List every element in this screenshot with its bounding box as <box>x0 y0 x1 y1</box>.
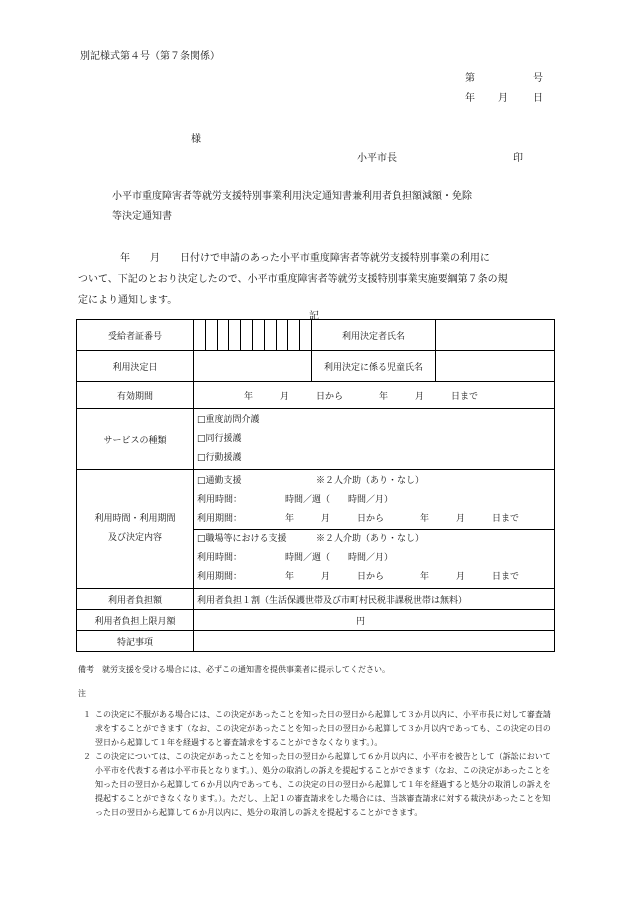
hours-detail <box>194 470 555 589</box>
issuer-name: 小平市長 <box>357 153 397 164</box>
recipient-number-boxes <box>194 320 312 351</box>
title-line-1: 小平市重度障害者等就労支援特別事業利用決定通知書兼利用者負担額減額・免除 <box>112 191 472 202</box>
commute-period-value: 年 月 日から 年 月 日まで <box>285 513 520 524</box>
hours-label <box>77 470 194 589</box>
workplace-support-block <box>194 530 554 587</box>
body-line-3: 定により通知します。 <box>78 295 178 306</box>
hours-label-line-1: 利用時間・利用期間 <box>94 514 176 524</box>
service-option: □同行援護 <box>197 433 242 444</box>
seal-mark: 印 <box>513 153 523 164</box>
workplace-support-name: □職場等における支援 <box>197 533 287 544</box>
date-year: 年 <box>465 93 475 104</box>
workplace-time-label: 利用時間： <box>197 552 243 563</box>
title-line-2: 等決定通知書 <box>112 211 172 222</box>
user-name-label: 利用決定者氏名 <box>312 320 436 351</box>
burden-limit-value: 円 <box>194 610 555 631</box>
child-name-value <box>436 351 555 382</box>
notes-section <box>78 687 558 820</box>
commute-support-name: □通勤支援 <box>197 475 242 486</box>
workplace-period-value: 年 月 日から 年 月 日まで <box>285 571 520 582</box>
workplace-period-label: 利用期間： <box>197 571 243 582</box>
commute-support-block <box>194 472 554 530</box>
body-line-1: 年 月 日付けで申請のあった小平市重度障害者等就労支援特別事業の利用に <box>100 253 490 264</box>
user-name-value <box>436 320 555 351</box>
special-notes-value <box>194 631 555 652</box>
decision-table <box>76 319 555 652</box>
commute-time-label: 利用時間： <box>197 494 243 505</box>
decision-date-label: 利用決定日 <box>77 351 194 382</box>
remark: 備考 就労支援を受ける場合には、必ずこの通知書を提供事業者に提示してください。 <box>78 665 390 674</box>
commute-two-person: ※２人介助（あり・なし） <box>316 475 425 486</box>
body-line-2: ついて、下記のとおり決定したので、小平市重度障害者等就労支援特別事業実施要綱第７条の規 <box>78 274 508 285</box>
date-day: 日 <box>533 93 543 104</box>
burden-limit-label: 利用者負担上限月額 <box>77 610 194 631</box>
service-option: □行動援護 <box>197 452 242 463</box>
recipient-number-label: 受給者証番号 <box>77 320 194 351</box>
validity-value: 年 月 日から 年 月 日まで <box>194 382 555 409</box>
workplace-two-person: ※２人介助（あり・なし） <box>316 533 425 544</box>
commute-time-value: 時間／週（ 時間／月） <box>285 494 394 505</box>
ki-heading: 記 <box>309 311 319 322</box>
addressee-suffix: 様 <box>191 134 201 145</box>
note-item <box>78 708 558 750</box>
workplace-time-value: 時間／週（ 時間／月） <box>285 552 394 563</box>
decision-date-value <box>194 351 312 382</box>
burden-label: 利用者負担額 <box>77 589 194 610</box>
doc-number-go: 号 <box>533 73 543 84</box>
doc-number-dai: 第 <box>465 73 475 84</box>
notes-heading: 注 <box>78 689 86 698</box>
special-notes-label: 特記事項 <box>77 631 194 652</box>
form-number: 別記様式第４号（第７条関係） <box>80 51 220 62</box>
date-month: 月 <box>498 93 508 104</box>
commute-period-label: 利用期間： <box>197 513 243 524</box>
burden-value: 利用者負担１割（生活保護世帯及び市町村民税非課税世帯は無料） <box>194 589 555 610</box>
service-option: □重度訪問介護 <box>197 414 260 425</box>
service-type-options <box>194 409 555 470</box>
hours-label-line-2: 及び決定内容 <box>107 533 162 543</box>
validity-label: 有効期間 <box>77 382 194 409</box>
note-number: ２ <box>83 752 91 761</box>
note-item <box>78 750 558 820</box>
note-text: この決定については、この決定があったことを知った日の翌日から起算して６か月以内に、小平市を被告として（訴訟において小平市を代表する者は小平市長となります。）、処分の取消しの訴えを提起することができます（なお、この決定があったことを知った日の翌日から起算して６か月以内であっても、この決定の日の翌日から起算して１年を経過すると処分の取消しの訴えを提起することができなくなります。）。ただし、上記１の審査請求をした場合には、当該審査請求に対する裁決があったことを知った日の翌日から起算して６か月以内に、処分の取消しの訴えを提起することができます。 <box>95 752 551 817</box>
child-name-label: 利用決定に係る児童氏名 <box>312 351 436 382</box>
service-type-label: サービスの種類 <box>77 409 194 470</box>
note-number: １ <box>83 710 91 719</box>
note-text: この決定に不服がある場合には、この決定があったことを知った日の翌日から起算して３か月以内に、小平市長に対して審査請求をすることができます（なお、この決定があったことを知った日の翌日から起算して３か月以内であっても、この決定の日の翌日から起算して１年を経過すると審査請求をすることができなくなります。）。 <box>95 710 551 747</box>
